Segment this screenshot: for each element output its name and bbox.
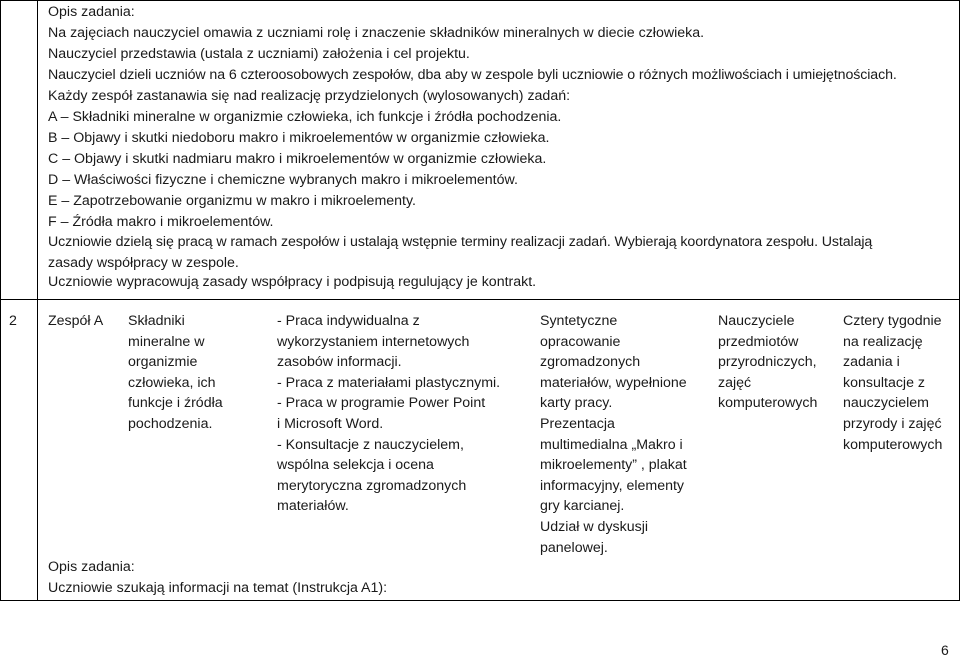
desc-line: E – Zapotrzebowanie organizmu w makro i mikroelementy. <box>48 193 416 209</box>
time-line: komputerowych <box>843 436 943 453</box>
products-line: Syntetyczne <box>540 313 618 329</box>
products-line: informacyjny, elementy <box>540 477 685 494</box>
teachers-cell <box>718 311 817 414</box>
methods-line: wspólna selekcja i ocena <box>277 457 434 474</box>
desc-line: C – Objawy i skutki nadmiaru makro i mikroelementów w organizmie człowieka. <box>48 151 547 167</box>
time-cell <box>843 311 942 455</box>
products-line: panelowej. <box>540 539 608 556</box>
time-line: przyrody i zajęć <box>843 415 942 432</box>
products-line: materiałów, wypełnione <box>540 374 687 391</box>
products-line: mikroelementy” , plakat <box>540 457 687 474</box>
desc-line: D – Właściwości fizyczne i chemiczne wybranych makro i mikroelementów. <box>48 172 518 188</box>
time-line: na realizację <box>843 333 923 350</box>
table-left-border <box>0 0 1 601</box>
team-name: Zespół A <box>48 313 104 329</box>
methods-cell <box>277 311 500 517</box>
time-line: Cztery tygodnie <box>843 313 942 329</box>
topic-line: organizmie <box>128 354 198 371</box>
row-number: 2 <box>9 313 17 329</box>
topic-line: pochodzenia. <box>128 415 213 432</box>
desc-line: Uczniowie dzielą się pracą w ramach zespołów i ustalają wstępnie terminy realizacji zadań. Wybierają koordynatora zespołu. Ustalają <box>48 234 873 250</box>
methods-line: i Microsoft Word. <box>277 415 384 432</box>
table-bottom-border <box>0 600 960 601</box>
products-line: gry karcianej. <box>540 498 625 515</box>
desc-line: F – Źródła makro i mikroelementów. <box>48 214 274 230</box>
time-line: zadania i <box>843 354 900 371</box>
products-line: Udział w dyskusji <box>540 518 649 535</box>
products-line: karty pracy. <box>540 395 613 412</box>
table-top-border <box>0 0 960 1</box>
products-cell <box>540 311 687 558</box>
desc-line: B – Objawy i skutki niedoboru makro i mikroelementów w organizmie człowieka. <box>48 130 550 146</box>
teachers-line: przedmiotów <box>718 333 799 350</box>
products-line: zgromadzonych <box>540 354 641 371</box>
desc-line: A – Składniki mineralne w organizmie człowieka, ich funkcje i źródła pochodzenia. <box>48 109 562 125</box>
methods-line: zasobów informacji. <box>277 354 402 371</box>
methods-line: wykorzystaniem internetowych <box>277 333 470 350</box>
row-separator <box>0 299 960 300</box>
time-line: nauczycielem <box>843 395 929 412</box>
products-line: multimedialna „Makro i <box>540 436 683 453</box>
task-desc-label: Opis zadania: <box>48 559 135 575</box>
desc-line: Uczniowie wypracowują zasady współpracy i podpisują regulujący je kontrakt. <box>48 274 537 290</box>
topic-cell <box>128 311 223 435</box>
topic-line: funkcje i źródła <box>128 395 223 412</box>
topic-line: człowieka, ich <box>128 374 216 391</box>
desc-line: Na zajęciach nauczyciel omawia z uczniami rolę i znaczenie składników mineralnych w diecie człowieka. <box>48 25 705 41</box>
methods-line: - Praca indywidualna z <box>277 313 420 329</box>
time-line: konsultacje z <box>843 374 926 391</box>
column-divider <box>37 0 38 601</box>
products-line: Prezentacja <box>540 415 615 432</box>
methods-line: - Konsultacje z nauczycielem, <box>277 436 464 453</box>
desc-line: Opis zadania: <box>48 4 135 20</box>
page-number: 6 <box>941 642 949 658</box>
methods-line: - Praca z materiałami plastycznymi. <box>277 374 501 391</box>
desc-line: Nauczyciel dzieli uczniów na 6 czteroosobowych zespołów, dba aby w zespole byli uczniowie o różnych możliwościach i umiejętnościach. <box>48 67 897 83</box>
teachers-line: przyrodniczych, <box>718 354 817 371</box>
methods-line: - Praca w programie Power Point <box>277 395 486 412</box>
teachers-line: zajęć <box>718 374 752 391</box>
methods-line: materiałów. <box>277 498 349 515</box>
teachers-line: komputerowych <box>718 395 818 412</box>
desc-line: zasady współpracy w zespole. <box>48 255 239 271</box>
teachers-line: Nauczyciele <box>718 313 795 329</box>
topic-line: mineralne w <box>128 333 205 350</box>
desc-line: Każdy zespół zastanawia się nad realizację przydzielonych (wylosowanych) zadań: <box>48 88 571 104</box>
methods-line: merytoryczna zgromadzonych <box>277 477 467 494</box>
task-desc-text: Uczniowie szukają informacji na temat (Instrukcja A1): <box>48 580 388 596</box>
desc-line: Nauczyciel przedstawia (ustala z uczniami) założenia i cel projektu. <box>48 46 470 62</box>
topic-line: Składniki <box>128 313 185 329</box>
products-line: opracowanie <box>540 333 621 350</box>
